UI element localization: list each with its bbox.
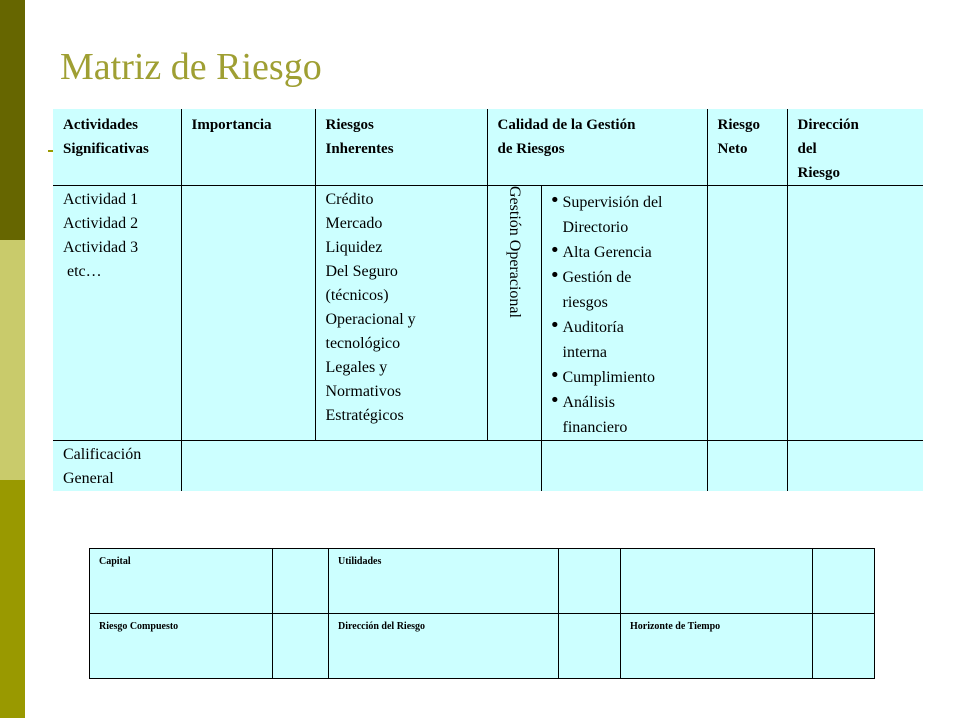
- list-item-text: Auditoría: [562, 319, 624, 336]
- list-item-text: Análisis: [562, 394, 615, 411]
- table-cell: [813, 549, 875, 614]
- header-text: Dirección: [797, 117, 859, 133]
- calificacion-empty-cell: [181, 441, 541, 492]
- actividad-item: Actividad 2: [63, 215, 139, 232]
- header-actividades: [53, 109, 181, 186]
- calificacion-text: General: [63, 470, 114, 487]
- table-cell: Utilidades: [329, 549, 559, 614]
- header-text: Neto: [717, 141, 748, 157]
- list-item-text: Alta Gerencia: [562, 244, 652, 261]
- risk-matrix-table: [53, 109, 923, 491]
- list-item-text: Gestión de: [562, 269, 632, 286]
- table-cell: Dirección del Riesgo: [329, 614, 559, 679]
- actividad-item: Actividad 3: [63, 239, 139, 256]
- riesgo-item: Mercado: [325, 215, 383, 232]
- table-row: [90, 549, 875, 614]
- table-cell: Riesgo Compuesto: [90, 614, 273, 679]
- header-text: Significativas: [63, 141, 149, 157]
- list-item: [550, 315, 703, 365]
- body-row: [53, 186, 923, 441]
- actividad-item: etc…: [63, 263, 102, 280]
- list-item: [550, 240, 703, 265]
- header-calidad-gestion: [487, 109, 707, 186]
- risk-summary-table: [89, 548, 875, 679]
- sidebar-stripe-light: [0, 240, 25, 480]
- riesgo-item: Legales y: [325, 359, 388, 376]
- list-item-text: Cumplimiento: [562, 369, 655, 386]
- gestion-operacional-cell: [487, 186, 541, 441]
- table-cell: Capital: [90, 549, 273, 614]
- header-text: Importancia: [191, 117, 272, 133]
- list-item: [550, 390, 703, 440]
- sidebar-stripe-dark: [0, 0, 25, 240]
- riesgo-item: tecnológico: [325, 335, 401, 352]
- header-text: Riesgos: [325, 117, 374, 133]
- riesgo-item: Del Seguro: [325, 263, 398, 280]
- list-item-text: financiero: [562, 419, 628, 436]
- header-text: Actividades: [63, 117, 138, 133]
- header-text: del: [797, 141, 817, 157]
- header-text: Calidad de la Gestión: [497, 117, 636, 133]
- actividad-item: Actividad 1: [63, 191, 139, 208]
- table-cell: [559, 549, 621, 614]
- header-text: Inherentes: [325, 141, 394, 157]
- table-cell: Horizonte de Tiempo: [621, 614, 813, 679]
- list-item: [550, 265, 703, 315]
- header-riesgos-inherentes: [315, 109, 487, 186]
- table-cell: [813, 614, 875, 679]
- importancia-cell: [181, 186, 315, 441]
- riesgo-item: (técnicos): [325, 287, 389, 304]
- calificacion-empty-cell: [787, 441, 923, 492]
- gestion-list: [542, 186, 707, 440]
- list-item-text: Directorio: [562, 219, 629, 236]
- header-text: Riesgo: [717, 117, 760, 133]
- table-row: [90, 614, 875, 679]
- sidebar-stripe-mid: [0, 480, 25, 718]
- header-importancia: [181, 109, 315, 186]
- table-cell: [621, 549, 813, 614]
- riesgo-item: Liquidez: [325, 239, 383, 256]
- list-item-text: riesgos: [562, 294, 608, 311]
- table-cell: [273, 614, 329, 679]
- actividades-cell: [53, 186, 181, 441]
- header-riesgo-neto: [707, 109, 787, 186]
- calificacion-empty-cell: [707, 441, 787, 492]
- riesgo-item: Operacional y: [325, 311, 416, 328]
- page-title: Matriz de Riesgo: [60, 46, 322, 88]
- header-row: [53, 109, 923, 186]
- calificacion-label-cell: [53, 441, 181, 492]
- calificacion-row: [53, 441, 923, 492]
- header-text: de Riesgos: [497, 141, 565, 157]
- list-item-text: Supervisión del: [562, 194, 663, 211]
- riesgo-item: Estratégicos: [325, 407, 404, 424]
- gestion-items-cell: [541, 186, 707, 441]
- riesgos-inherentes-cell: [315, 186, 487, 441]
- calificacion-empty-cell: [541, 441, 707, 492]
- gestion-operacional-label: Gestión Operacional: [506, 186, 523, 318]
- riesgo-item: Crédito: [325, 191, 374, 208]
- header-text: Riesgo: [797, 165, 840, 181]
- table-cell: [273, 549, 329, 614]
- list-item: [550, 365, 703, 390]
- list-item: [550, 190, 703, 240]
- table-cell: [559, 614, 621, 679]
- list-item-text: interna: [562, 344, 607, 361]
- direccion-riesgo-cell: [787, 186, 923, 441]
- riesgo-neto-cell: [707, 186, 787, 441]
- riesgo-item: Normativos: [325, 383, 402, 400]
- calificacion-text: Calificación: [63, 446, 142, 463]
- header-direccion-riesgo: [787, 109, 923, 186]
